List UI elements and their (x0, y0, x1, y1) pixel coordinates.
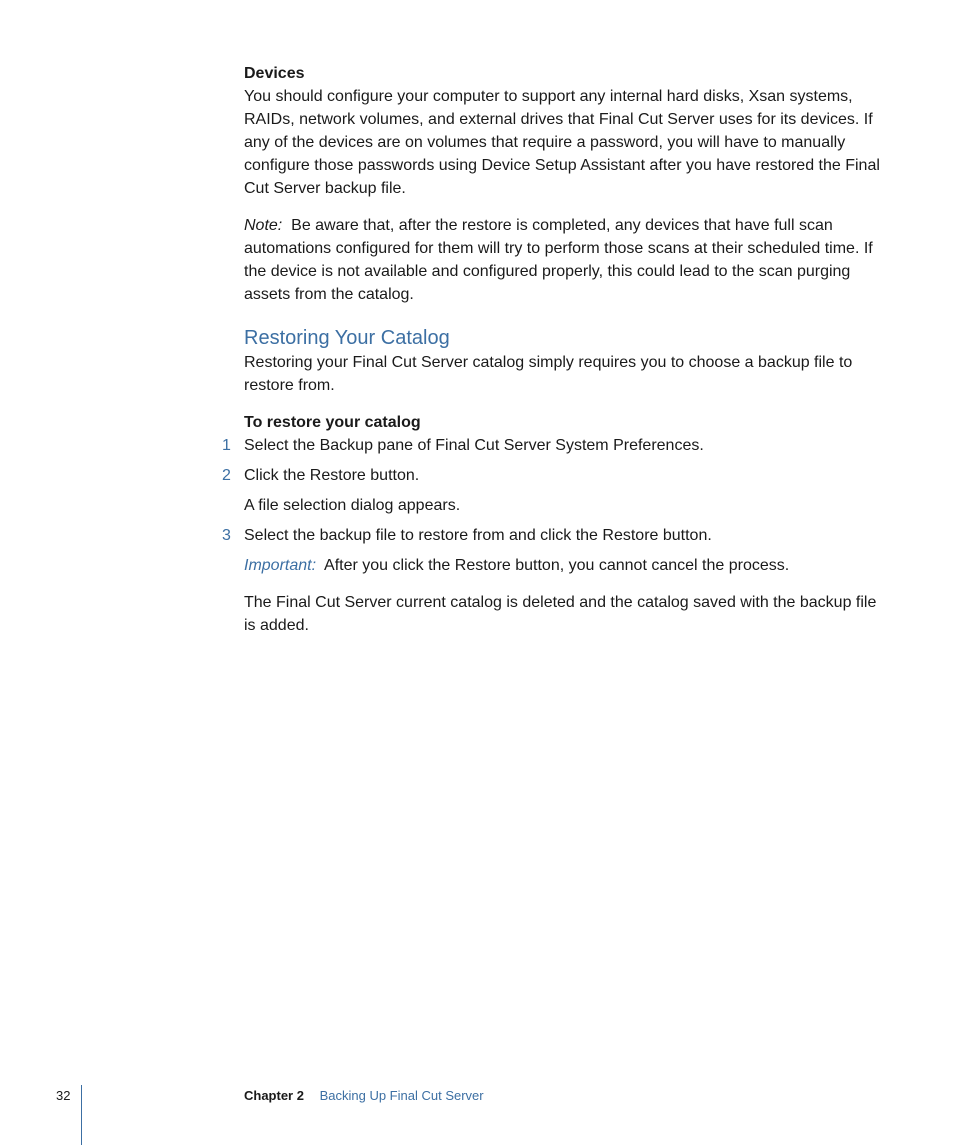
important-paragraph (244, 554, 880, 577)
important-label: Important: (244, 557, 317, 574)
step-list (222, 434, 880, 577)
devices-paragraph: You should configure your computer to support any internal hard disks, Xsan systems, RAIDs, network volumes, and external drives that Final Cut Server uses for its devices. If any of the devices are on volumes that require a password, you will have to manually configure those passwords using Device Setup Assistant after you have restored the Final Cut Server backup file. (244, 88, 880, 197)
section-heading-restoring: Restoring Your Catalog (244, 327, 450, 349)
step-number: 2 (222, 467, 231, 484)
step-text: Select the backup file to restore from and click the Restore button. (244, 527, 712, 544)
step-result: A file selection dialog appears. (244, 497, 461, 514)
step-2 (222, 464, 880, 517)
step-text: Click the Restore button. (244, 467, 420, 484)
step-number: 1 (222, 437, 231, 454)
note-label: Note: (244, 217, 283, 234)
devices-heading: Devices (244, 65, 305, 82)
step-number: 3 (222, 527, 231, 544)
step-text: Select the Backup pane of Final Cut Server System Preferences. (244, 437, 704, 454)
footer-chapter (244, 1087, 484, 1105)
page-number: 32 (56, 1088, 71, 1103)
note-body: Be aware that, after the restore is completed, any devices that have full scan automations configured for them will try to perform those scans at their scheduled time. If the device is not available and configured properly, this could lead to the scan purging assets from the catalog. (244, 217, 873, 303)
step-1 (222, 434, 880, 457)
note-paragraph (244, 214, 880, 306)
chapter-title: Backing Up Final Cut Server (319, 1088, 484, 1103)
chapter-label: Chapter 2 (244, 1088, 304, 1103)
restoring-intro: Restoring your Final Cut Server catalog simply requires you to choose a backup file to restore from. (244, 354, 853, 394)
procedure-heading: To restore your catalog (244, 414, 421, 431)
closing-paragraph: The Final Cut Server current catalog is deleted and the catalog saved with the backup file is added. (244, 594, 877, 634)
main-content (222, 62, 880, 637)
step-3 (222, 524, 880, 577)
important-body: After you click the Restore button, you cannot cancel the process. (324, 557, 790, 574)
footer-divider (81, 1085, 82, 1145)
